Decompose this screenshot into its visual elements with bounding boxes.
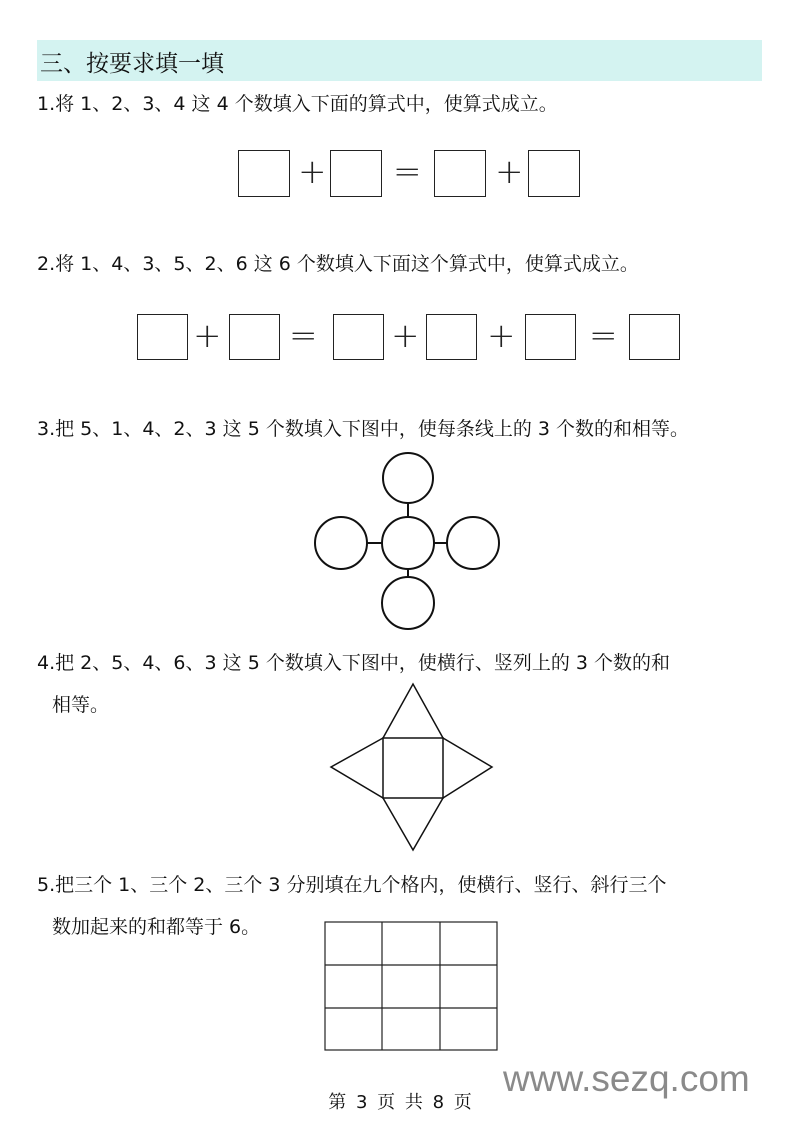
- plus-sign: +: [487, 316, 516, 356]
- question-4-text-cont: 相等。: [52, 694, 110, 716]
- equals-sign: =: [589, 316, 618, 356]
- question-4-text: 4.把 2、5、4、6、3 这 5 个数填入下图中，使横行、竖列上的 3 个数的和: [37, 652, 670, 674]
- question-5-text: 5.把三个 1、三个 2、三个 3 分别填在九个格内，使横行、竖行、斜行三个: [37, 874, 667, 896]
- question-2-text: 2.将 1、4、3、5、2、6 这 6 个数填入下面这个算式中，使算式成立。: [37, 253, 639, 275]
- right-triangle: [443, 738, 492, 798]
- circle-left[interactable]: [315, 517, 367, 569]
- question-1-text: 1.将 1、2、3、4 这 4 个数填入下面的算式中，使算式成立。: [37, 93, 558, 115]
- watermark: www.sezq.com: [503, 1058, 750, 1099]
- equals-sign: =: [393, 152, 422, 192]
- three-by-three-grid: [325, 922, 497, 1050]
- circle-center[interactable]: [382, 517, 434, 569]
- left-triangle: [331, 738, 383, 798]
- plus-sign: +: [495, 152, 524, 192]
- square-triangles-diagram: [331, 684, 492, 850]
- top-triangle: [383, 684, 443, 738]
- circle-top[interactable]: [383, 453, 433, 503]
- section-title: 三、按要求填一填: [40, 51, 224, 77]
- center-square[interactable]: [383, 738, 443, 798]
- equals-sign: =: [289, 316, 318, 356]
- plus-sign: +: [193, 316, 222, 356]
- circle-bottom[interactable]: [382, 577, 434, 629]
- question-5-text-cont: 数加起来的和都等于 6。: [52, 916, 261, 938]
- plus-sign: +: [391, 316, 420, 356]
- cross-circles-diagram: [315, 453, 499, 629]
- question-3-text: 3.把 5、1、4、2、3 这 5 个数填入下图中，使每条线上的 3 个数的和相等。: [37, 418, 689, 440]
- plus-sign: +: [298, 152, 327, 192]
- circle-right[interactable]: [447, 517, 499, 569]
- bottom-triangle: [383, 798, 443, 850]
- page-footer: 第 3 页 共 8 页: [328, 1092, 472, 1113]
